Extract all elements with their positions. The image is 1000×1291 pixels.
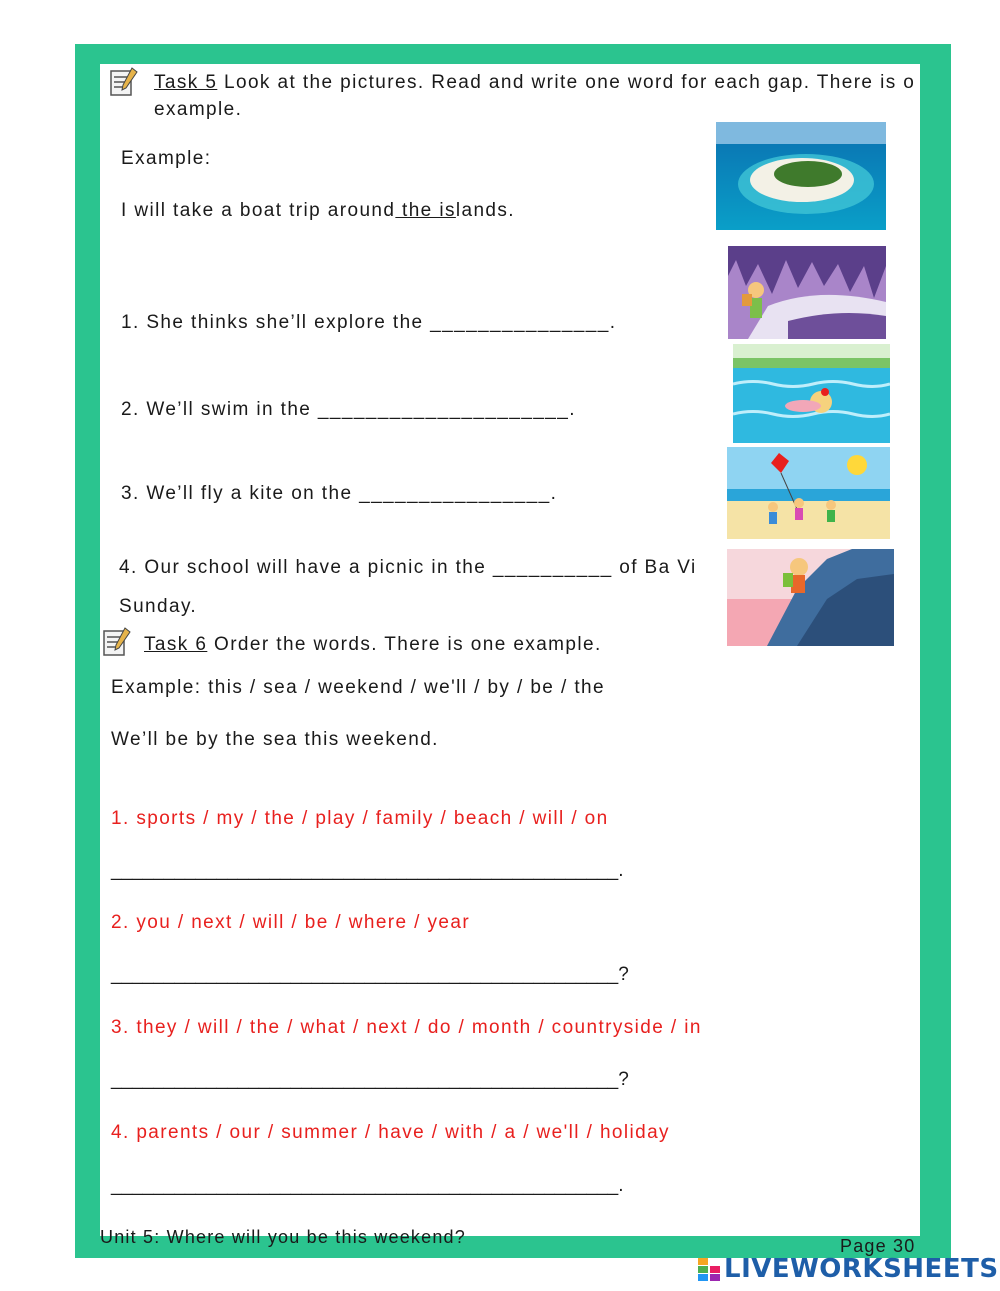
task6-instruction: Order the words. There is one example. [214,634,602,655]
mountain-climbing-picture [727,549,894,646]
task5-item-3: 3. We’ll fly a kite on the ________________. [121,483,558,504]
task6-label: Task 6 [144,634,208,655]
task5-example-sentence [121,200,515,222]
task6-question-4: 4. parents / our / summer / have / with / a / we'll / holiday [111,1122,670,1143]
task5-heading [154,72,915,94]
task5-item-4: 4. Our school will have a picnic in the __________ of Ba Vi [119,557,697,578]
task6-question-3: 3. they / will / the / what / next / do / month / countryside / in [111,1017,702,1038]
task5-item-2: 2. We’ll swim in the _____________________. [121,399,576,420]
task6-example: Example: this / sea / weekend / we'll / by / be / the [111,677,605,698]
liveworksheets-icon [698,1258,722,1282]
footer-unit-title: Unit 5: Where will you be this weekend? [100,1227,466,1247]
liveworksheets-logo-text: LIVEWORKSHEETS [724,1254,999,1284]
task6-heading [144,634,602,656]
island-picture [716,122,886,230]
task5-item-1: 1. She thinks she’ll explore the _______________. [121,312,617,333]
example-text: I will take a boat trip around [121,200,396,221]
task6-answer-line-4[interactable]: ________________________________________________. [111,1175,624,1196]
task5-instruction-cont: example. [154,99,243,120]
example-answer: the is [395,200,456,221]
task5-item-4-cont: Sunday. [119,596,198,617]
task6-question-1: 1. sports / my / the / play / family / beach / will / on [111,808,609,829]
task6-answer-line-1[interactable]: ________________________________________________. [111,860,624,881]
page-number: Page 30 [840,1236,916,1256]
task5-example-label: Example: [121,148,212,169]
task6-answer-line-2[interactable]: ________________________________________________? [111,964,629,985]
liveworksheets-logo [698,1256,998,1286]
swimming-picture [733,344,890,443]
task6-example-answer: We’ll be by the sea this weekend. [111,729,439,750]
notepad-pencil-icon [108,66,140,98]
task5-instruction: Look at the pictures. Read and write one word for each gap. There is o [224,72,916,93]
task6-answer-line-3[interactable]: ________________________________________________? [111,1069,629,1090]
task6-question-2: 2. you / next / will / be / where / year [111,912,471,933]
notepad-pencil-icon [101,626,133,658]
task5-label: Task 5 [154,72,218,93]
cave-picture [728,246,886,339]
beach-kite-picture [727,447,890,539]
example-text-end: lands. [455,200,515,221]
